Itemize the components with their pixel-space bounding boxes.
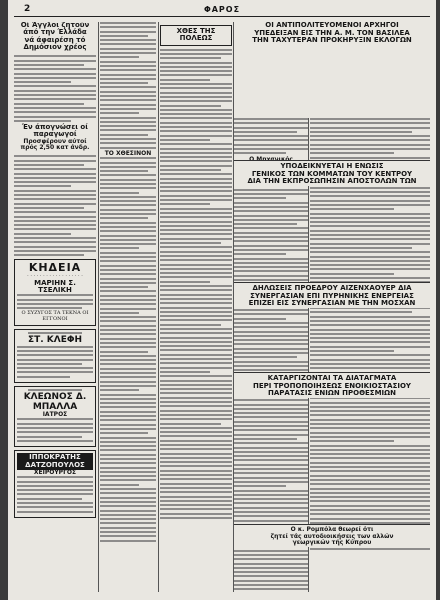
column-rule xyxy=(98,22,99,592)
third-headline-line3: ΕΠΙΖΕΙ ΕΙΣ ΣΥΝΕΡΓΑΣΙΑΝ ΜΕ ΤΗΝ ΜΟΣΧΑΝ xyxy=(248,299,416,308)
lead-headline-line1: ΟΙ ΑΝΤΙΠΟΛΙΤΕΥΟΜΕΝΟΙ ΑΡΧΗΓΟΙ xyxy=(265,21,399,29)
article-body xyxy=(160,49,232,519)
headline-england-2: νά άφαιρέση τό Δημόσιον χρέος xyxy=(23,35,87,52)
article-body xyxy=(234,118,308,154)
fifth-headline-line1: Ο κ. Ρομπόλα θεωρεί ότι xyxy=(290,526,374,533)
newspaper-title: ΦΑΡΟΣ xyxy=(203,5,241,14)
doctor-ad-role: ΙΑΤΡΟΣ xyxy=(42,411,68,419)
obituary-title: ΚΗΔΕΙΑ xyxy=(28,261,82,275)
subhead-producers: Έν άπογνώσει οί παραγωγοί xyxy=(22,123,88,139)
city-news-header: ΧΘΕΣ ΤΗΣ ΠΟΛΕΩΣ xyxy=(176,27,216,43)
fifth-headline-line3: γεωργικών τής Κύπρου xyxy=(292,539,372,547)
surgeon-ad xyxy=(14,450,96,518)
column-5 xyxy=(310,118,430,592)
headline-england: Οί Άγγλοι ζητούν άπό την Έλλάδα xyxy=(20,22,90,37)
doctor-ad xyxy=(14,386,96,447)
fifth-headline xyxy=(234,524,430,547)
surgeon-ad-name: ΙΠΠΟΚΡΑΤΗΣ ΔΑΤΖΟΠΟΥΛΟΣ xyxy=(17,453,93,470)
column-1 xyxy=(14,22,96,592)
column-3 xyxy=(160,22,232,592)
second-headline xyxy=(234,160,430,186)
third-headline xyxy=(234,282,430,308)
third-headline-line1: ΔΗΛΩΣΕΙΣ ΠΡΟΕΔΡΟΥ ΑΙΖΕΝΧΑΟΥΕΡ ΔΙΑ xyxy=(252,284,412,292)
article-body xyxy=(14,55,96,121)
second-headline-line3: ΔΙΑ ΤΗΝ ΕΚΠΡΟΣΩΠΗΣΙΝ ΑΠΟΣΤΟΛΩΝ ΤΩΝ xyxy=(247,177,417,186)
lead-headline-line2: ΥΠΕΔΕΙΞΑΝ ΕΙΣ ΤΗΝ Α. Μ. ΤΟΝ ΒΑΣΙΛΕΑ xyxy=(254,28,410,37)
third-headline-line2: ΣΥΝΕΡΓΑΣΙΑΝ ΕΠΙ ΠΥΡΗΝΙΚΗΣ ΕΝΕΡΓΕΙΑΣ xyxy=(250,291,414,300)
article-body xyxy=(14,155,96,256)
column-4 xyxy=(234,118,308,592)
column-rule xyxy=(308,118,309,592)
fourth-headline-line1: ΚΑΤΑΡΓΙΖΟΝΤΑΙ ΤΑ ΔΙΑΤΑΓΜΑΤΑ xyxy=(267,374,397,382)
city-news-header-box xyxy=(160,25,232,46)
lead-headline-line3: ΤΗΝ ΤΑΧΥΤΕΡΑΝ ΠΡΟΚΗΡΥΞΙΝ ΕΚΛΟΓΩΝ xyxy=(252,36,412,45)
page-number: 2 xyxy=(24,4,31,14)
column-rule xyxy=(158,22,159,592)
fifth-headline-line2: ζητεί τάς αυτοδιοικήσεις των αλλών xyxy=(270,532,394,540)
obituary-name: ΜΑΡΙΗΝ Σ. ΤΣΕΛΙΚΗ xyxy=(34,278,76,294)
article-body xyxy=(100,157,156,541)
column-2-label: ΤΟ ΧΘΕΣΙΝΟΝ xyxy=(104,149,152,157)
doctor-ad-name: ΚΛΕΩΝΟΣ Δ. ΜΠΑΛΛΑ xyxy=(23,392,87,412)
lead-headline xyxy=(234,22,430,45)
fourth-headline xyxy=(234,372,430,398)
clinic-ad-name: ΣΤ. ΚΛΕΦΗ xyxy=(27,335,83,346)
article-body xyxy=(100,22,156,149)
masthead xyxy=(14,4,430,17)
fourth-headline-line2: ΠΕΡΙ ΤΡΟΠΟΠΟΙΗΣΕΩΣ ΕΝΟΙΚΙΟΣΤΑΣΙΟΥ xyxy=(252,381,412,390)
surgeon-ad-role: ΧΕΙΡΟΥΡΓΟΣ xyxy=(33,468,77,476)
newspaper-page xyxy=(8,0,436,600)
clinic-ad xyxy=(14,329,96,383)
subhead-offer: Προσφέρουν αύτοί πρός 2,50 κατ άνδρ. xyxy=(20,137,90,152)
second-headline-line2: ΓΕΝΙΚΟΣ ΤΩΝ ΚΟΜΜΑΤΩΝ ΤΟΥ ΚΕΝΤΡΟΥ xyxy=(251,169,413,178)
column-2 xyxy=(100,22,156,592)
obituary-signatures: Ο ΣΥΖΥΓΟΣ ΤΑ ΤΕΚΝΑ ΟΙ ΕΓΓΟΝΟΙ xyxy=(21,310,89,323)
obituary-notice: ΚΗΔΕΙΑ · · · · · · · · · · · · · · · · · · ΜΑΡΙΗΝ Σ. ΤΣΕΛΙΚΗ Ο ΣΥΖΥΓΟΣ ΤΑ ΤΕΚΝΑ ΟΙ ΕΓΓΟΝΟΙ xyxy=(14,259,96,326)
fourth-headline-line3: ΠΑΡΑΤΑΣΙΣ ΕΝΙΩΝ ΠΡΟΘΕΣΜΙΩΝ xyxy=(268,389,396,398)
second-headline-line1: ΥΠΟΔΕΙΚΝΥΕΤΑΙ Η ΕΝΩΣΙΣ xyxy=(280,162,384,170)
